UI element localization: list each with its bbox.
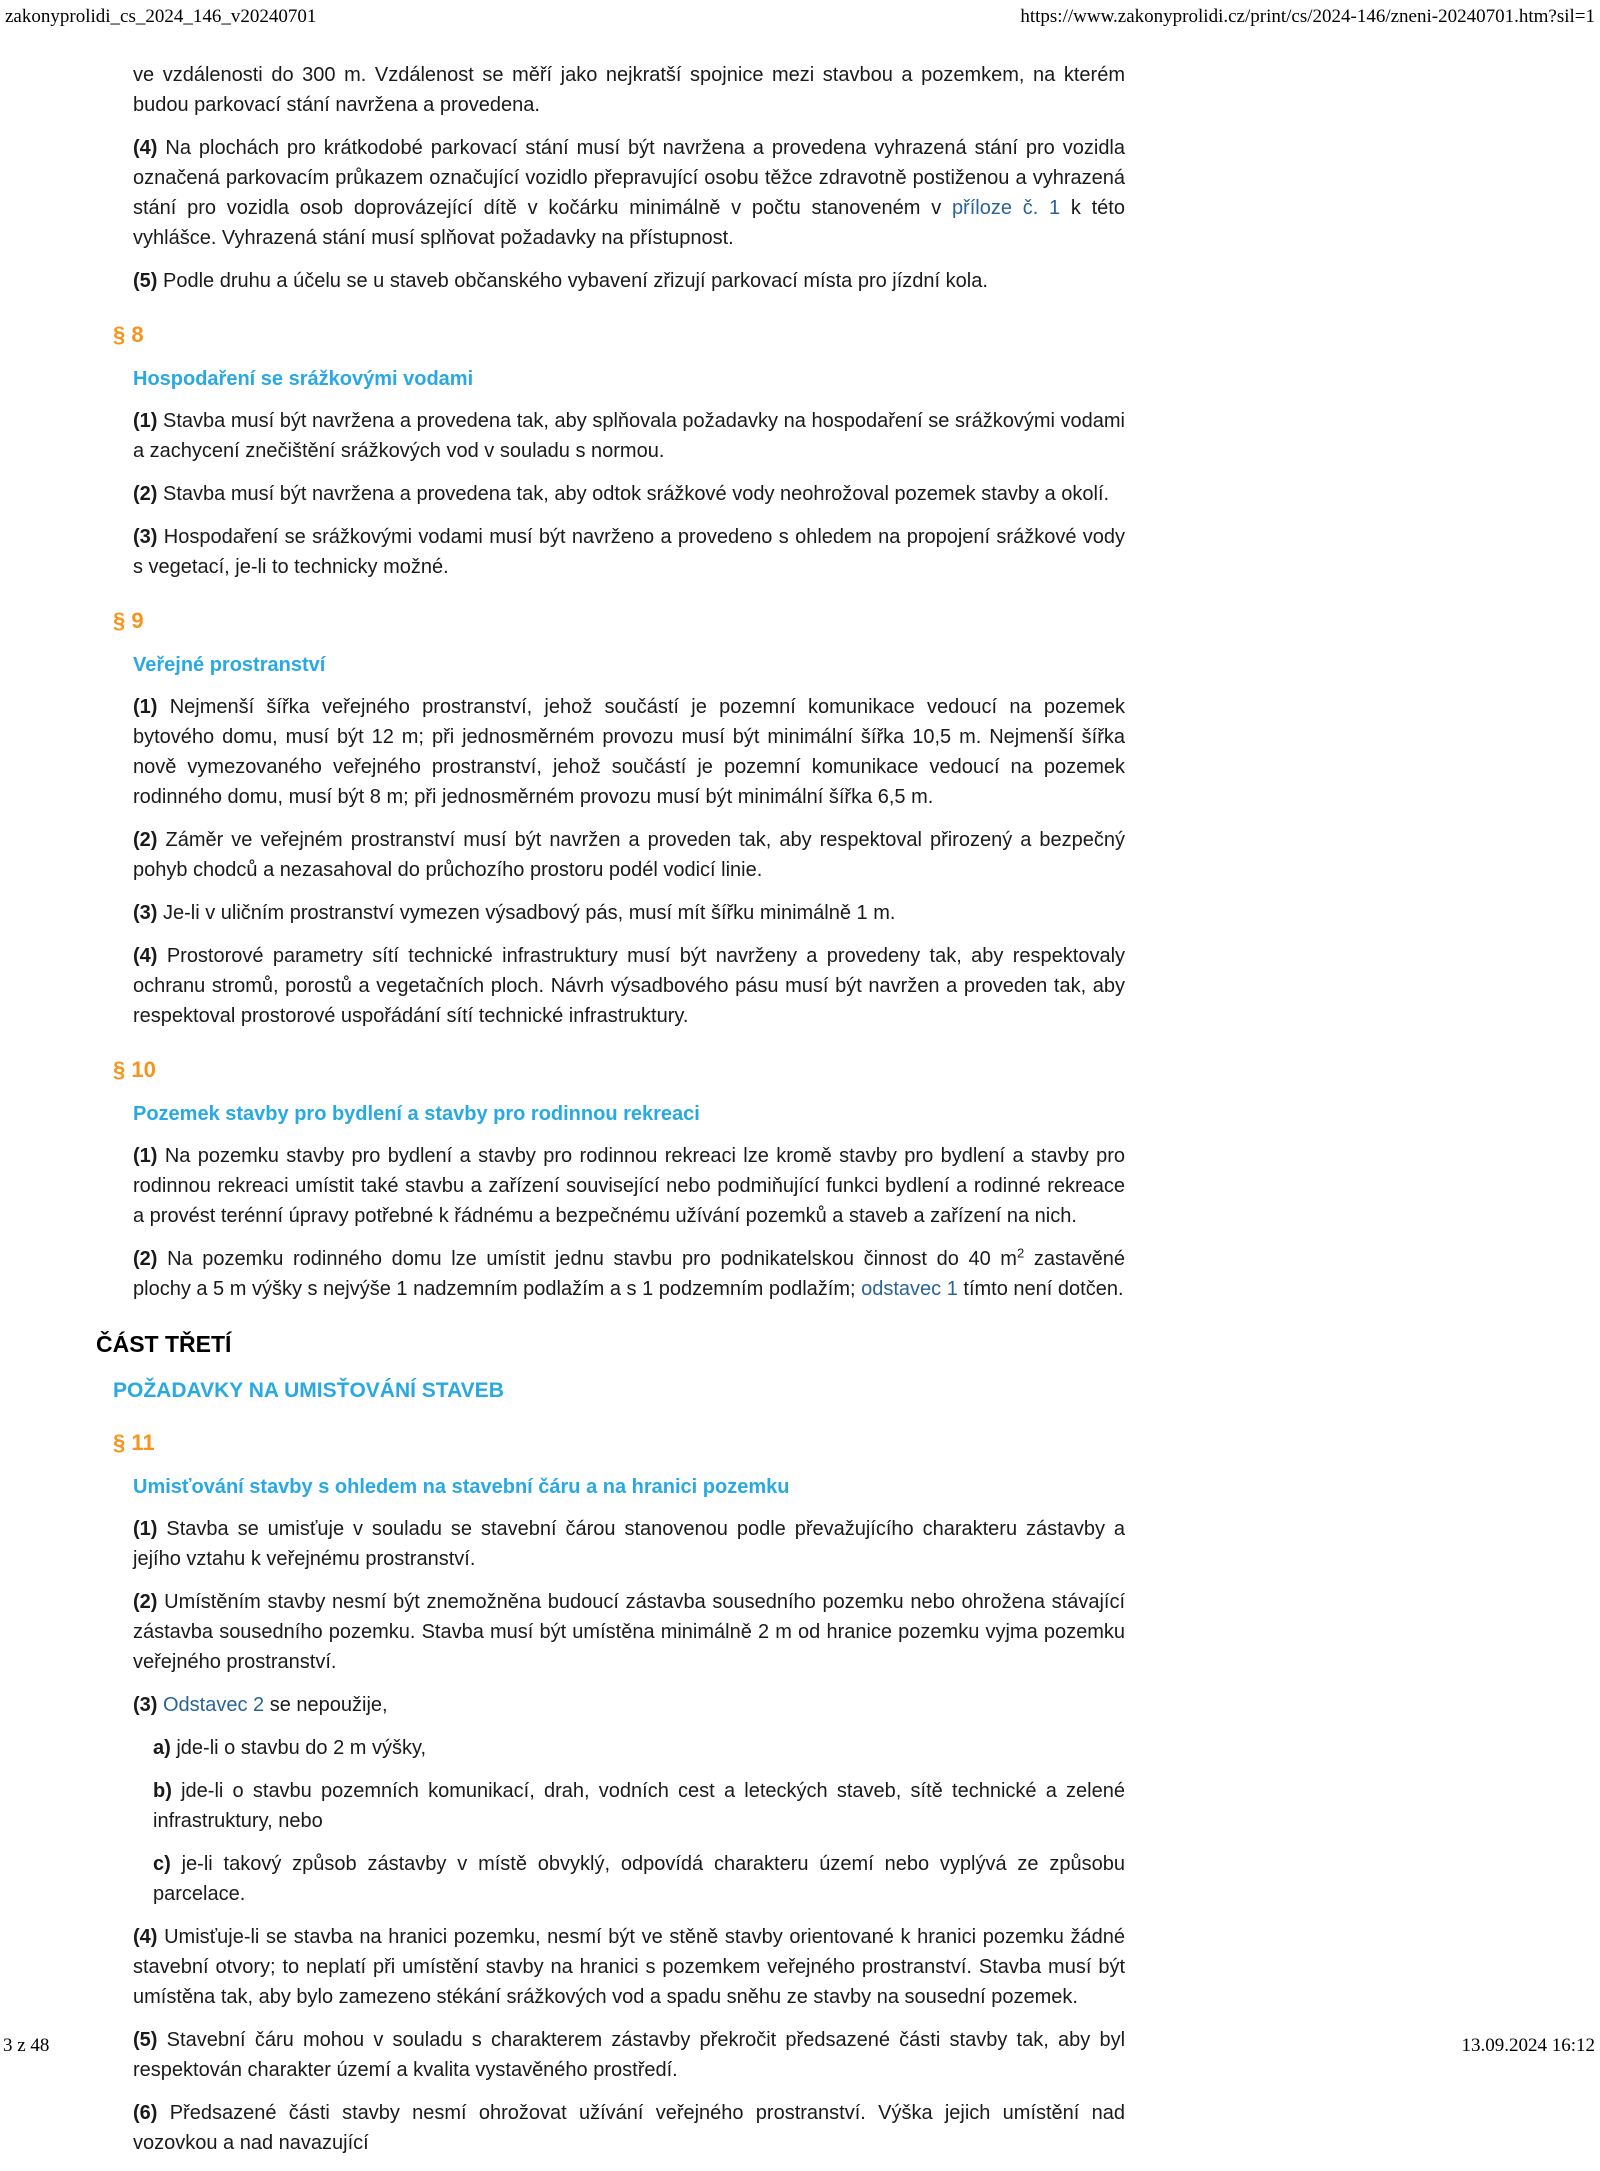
section-title: Umisťování stavby s ohledem na stavební čáru a na hranici pozemku — [133, 1476, 790, 1498]
print-footer — [3, 2035, 1595, 2057]
page-number: 3 z 48 — [3, 2035, 50, 2056]
paragraph-number: (1) — [133, 696, 170, 718]
list-item: b) jde-li o stavbu pozemních komunikací, drah, vodních cest a leteckých staveb, sítě technické a zelené infrastruktury, nebo — [153, 1780, 1125, 1832]
paragraph: (3) Odstavec 2 se nepoužije, — [133, 1694, 388, 1716]
paragraph: (2) Umístěním stavby nesmí být znemožněna budoucí zástavba sousedního pozemku nebo ohrožena stávající zástavba sousedního pozemku. Stavba musí být umístěna minimálně 2 m od hranice pozemku vyjma pozemku veřejného prostranství. — [133, 1591, 1125, 1673]
paragraph-number: (1) — [133, 1145, 165, 1167]
paragraph-number: (1) — [133, 1518, 167, 1540]
paragraph: (6) Předsazené části stavby nesmí ohrožovat užívání veřejného prostranství. Výška jejich umístění nad vozovkou a nad navazující — [133, 2102, 1125, 2154]
paragraph-number: (2) — [133, 483, 163, 505]
paragraph-number: (3) — [133, 902, 163, 924]
link-odstavec-1[interactable]: odstavec 1 — [861, 1278, 958, 1300]
paragraph-number: (4) — [133, 945, 167, 967]
part-heading: ČÁST TŘETÍ — [96, 1331, 232, 1357]
print-header — [5, 6, 1595, 28]
paragraph: (5) Stavební čáru mohou v souladu s charakterem zástavby překročit předsazené části stavby tak, aby byl respektován charakter území a kvalita vystavěného prostředí. — [133, 2029, 1126, 2081]
paragraph-number: (3) — [133, 526, 164, 548]
paragraph-number: (1) — [133, 410, 164, 432]
paragraph-number: (2) — [133, 829, 166, 851]
paragraph-number: a) — [153, 1737, 177, 1759]
paragraph: (1) Nejmenší šířka veřejného prostranství, jehož součástí je pozemní komunikace vedoucí na pozemek bytového domu, musí být 12 m; při jednosměrném provozu musí být minimální šířka 10,5 m. Nejmenší šířka nově vymezovaného veřejného prostranství, jehož součástí je pozemní komunikace vedoucí na pozemek rodinného domu, musí být 8 m; při jednosměrném provozu musí být minimální šířka 6,5 m. — [133, 696, 1125, 808]
paragraph: ve vzdálenosti do 300 m. Vzdálenost se měří jako nejkratší spojnice mezi stavbou a pozemkem, na kterém budou parkovací stání navržena a provedena. — [133, 64, 1125, 116]
paragraph: (3) Je-li v uličním prostranství vymezen výsadbový pás, musí mít šířku minimálně 1 m. — [133, 902, 896, 924]
paragraph-number: c) — [153, 1853, 182, 1875]
paragraph: (5) Podle druhu a účelu se u staveb občanského vybavení zřizují parkovací místa pro jízdní kola. — [133, 270, 988, 292]
paragraph-number: b) — [153, 1780, 182, 1802]
paragraph: (4) Umisťuje-li se stavba na hranici pozemku, nesmí být ve stěně stavby orientované k hranici pozemku žádné stavební otvory; to neplatí při umístění stavby na hranici s pozemkem veřejného prostranství. Stavba musí být umístěna tak, aby bylo zamezeno stékání srážkových vod a spadu sněhu ze stavby na sousední pozemek. — [133, 1926, 1125, 2008]
paragraph-number: (2) — [133, 1591, 165, 1613]
paragraph: (4) Prostorové parametry sítí technické infrastruktury musí být navrženy a provedeny tak, aby respektovaly ochranu stromů, porostů a vegetačních ploch. Návrh výsadbového pásu musí být navržen a proveden tak, aby respektoval prostorové uspořádání sítí technické infrastruktury. — [133, 945, 1126, 1027]
section-sign-heading: § 9 — [113, 608, 144, 633]
paragraph: (3) Hospodaření se srážkovými vodami musí být navrženo a provedeno s ohledem na propojení srážkové vody s vegetací, je-li to technicky možné. — [133, 526, 1126, 578]
paragraph: (2) Stavba musí být navržena a provedena tak, aby odtok srážkové vody neohrožoval pozemek stavby a okolí. — [133, 483, 1110, 505]
paragraph-number: (5) — [133, 2029, 167, 2051]
section-title: Pozemek stavby pro bydlení a stavby pro rodinnou rekreaci — [133, 1103, 700, 1125]
print-header-url: https://www.zakonyprolidi.cz/print/cs/2024-146/zneni-20240701.htm?sil=1 — [1020, 6, 1595, 27]
document-content — [96, 60, 1126, 2171]
section-sign-heading: § 8 — [113, 322, 144, 347]
superscript: 2 — [1016, 1245, 1025, 1261]
paragraph-number: (5) — [133, 270, 163, 292]
paragraph: (2) Záměr ve veřejném prostranství musí být navržen a proveden tak, aby respektoval přirozený a bezpečný pohyb chodců a nezasahoval do průchozího prostoru podél vodicí linie. — [133, 829, 1126, 881]
paragraph: (1) Stavba se umisťuje v souladu se stavební čárou stanovenou podle převažujícího charakteru zástavby a jejího vztahu k veřejnému prostranství. — [133, 1518, 1126, 1570]
paragraph-number: (6) — [133, 2102, 170, 2124]
link-odstavec-2[interactable]: Odstavec 2 — [163, 1694, 265, 1716]
section-sign-heading: § 11 — [113, 1430, 155, 1455]
paragraph-number: (2) — [133, 1248, 168, 1270]
list-item: c) je-li takový způsob zástavby v místě obvyklý, odpovídá charakteru území nebo vyplývá ze způsobu parcelace. — [153, 1853, 1125, 1905]
print-header-filename: zakonyprolidi_cs_2024_146_v20240701 — [5, 6, 317, 27]
list-item: a) jde-li o stavbu do 2 m výšky, — [153, 1737, 427, 1759]
paragraph-number: (3) — [133, 1694, 163, 1716]
link-priloha-1[interactable]: příloze č. 1 — [951, 197, 1061, 219]
paragraph-number: (4) — [133, 137, 166, 159]
chapter-heading: POŽADAVKY NA UMISŤOVÁNÍ STAVEB — [113, 1379, 504, 1402]
paragraph: (4) Na plochách pro krátkodobé parkovací stání musí být navržena a provedena vyhrazená stání pro vozidla označená parkovacím průkazem označující vozidlo přepravující osobu těžce zdravotně postiženou a vyhrazená stání pro vozidla osob doprovázející dítě v kočárku minimálně v počtu stanoveném v příloze č. 1 k této vyhlášce. Vyhrazená stání musí splňovat požadavky na přístupnost. — [133, 137, 1126, 249]
section-title: Veřejné prostranství — [133, 654, 326, 676]
paragraph: (1) Stavba musí být navržena a provedena tak, aby splňovala požadavky na hospodaření se srážkovými vodami a zachycení znečištění srážkových vod v souladu s normou. — [133, 410, 1126, 462]
paragraph: (2) Na pozemku rodinného domu lze umístit jednu stavbu pro podnikatelskou činnost do 40 $m^2$ zastavěné plochy a 5 m výšky s nejvýše 1 nadzemním podlažím a s 1 podzemním podlažím; odstavec 1 tímto není dotčen. — [133, 1245, 1125, 1300]
paragraph: (1) Na pozemku stavby pro bydlení a stavby pro rodinnou rekreaci lze kromě stavby pro bydlení a stavby pro rodinnou rekreaci umístit také stavbu a zařízení související nebo podmiňující funkci bydlení a rodinné rekreace a provést terénní úpravy potřebné k řádnému a bezpečnému užívání pozemků a staveb a zařízení na nich. — [133, 1145, 1126, 1227]
section-title: Hospodaření se srážkovými vodami — [133, 368, 474, 390]
paragraph-number: (4) — [133, 1926, 165, 1948]
section-sign-heading: § 10 — [113, 1057, 156, 1082]
print-timestamp: 13.09.2024 16:12 — [1461, 2035, 1595, 2056]
